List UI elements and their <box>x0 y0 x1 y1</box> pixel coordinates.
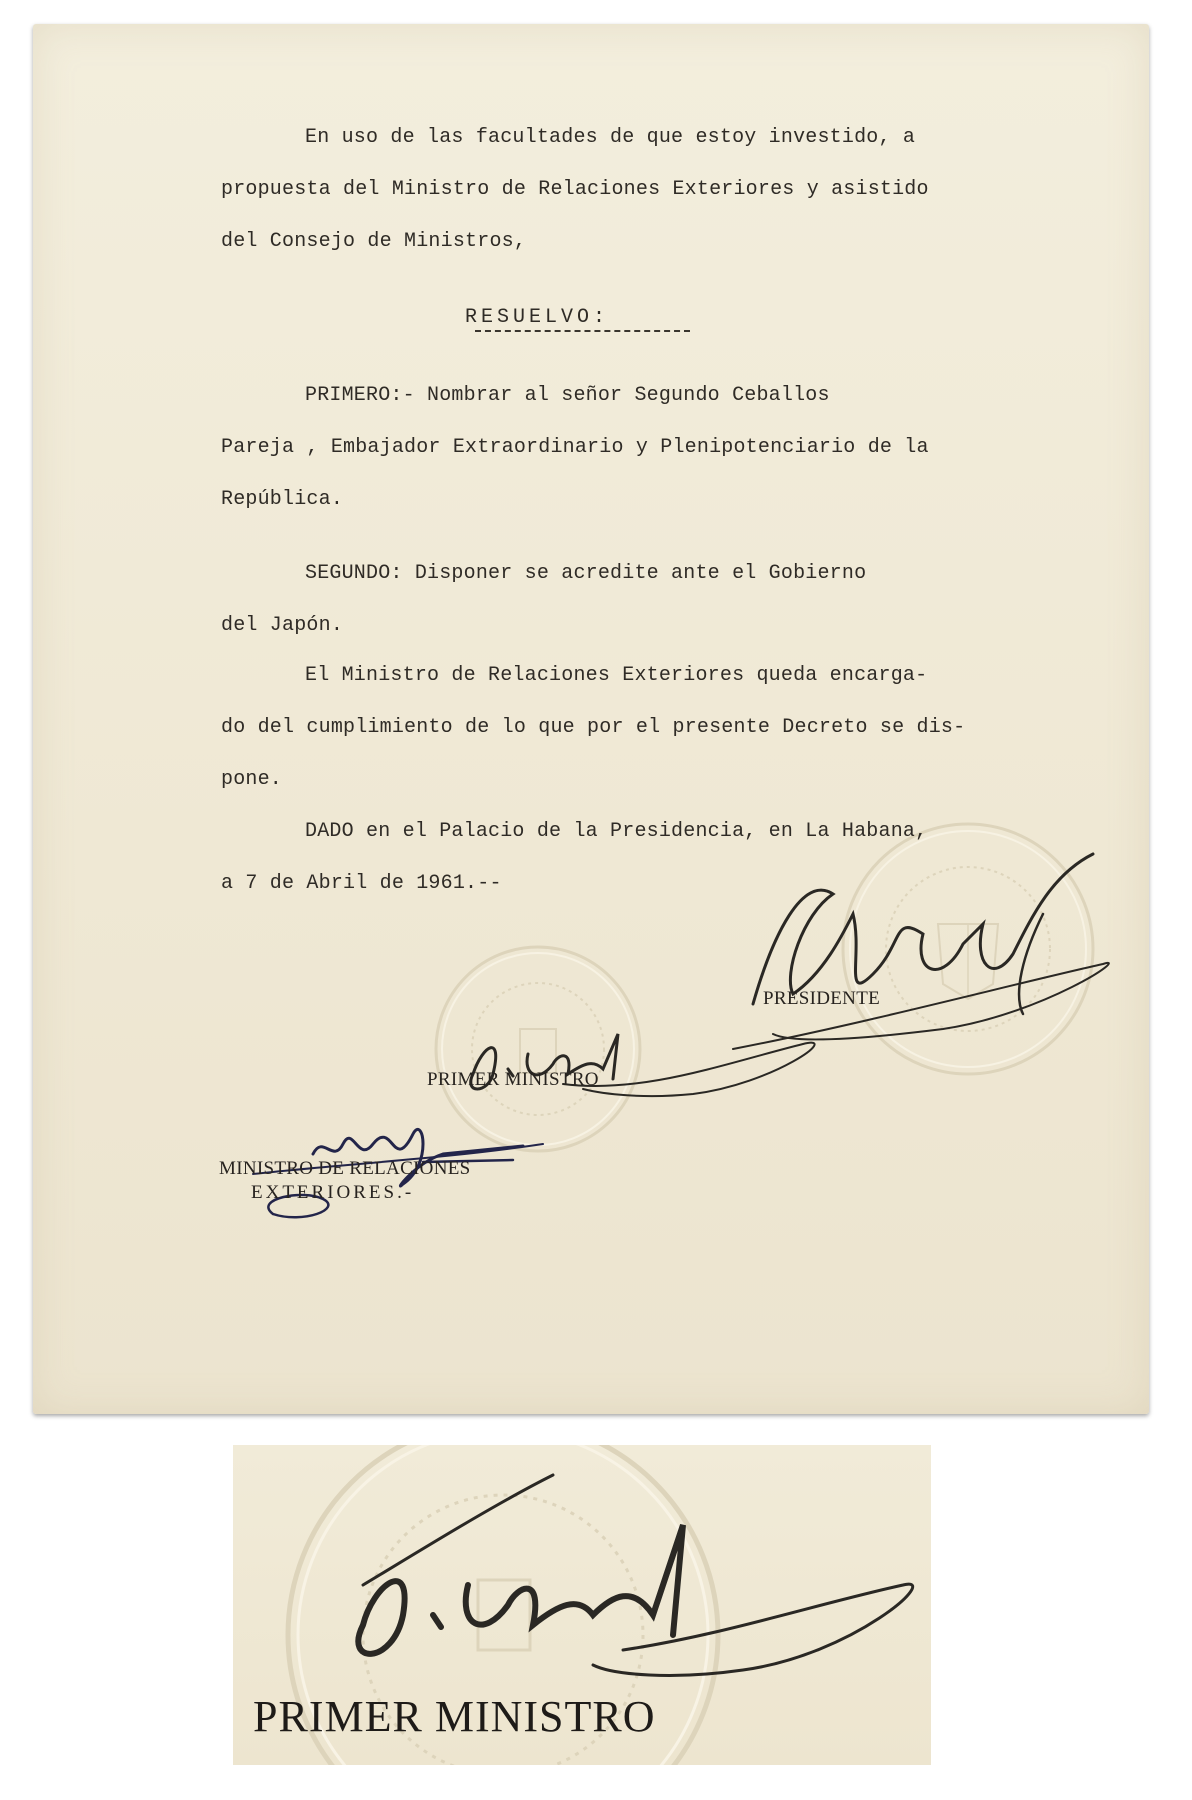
resuelvo-underline <box>475 330 690 332</box>
dado-line-1: DADO en el Palacio de la Presidencia, en La Habana, <box>305 820 928 843</box>
dado-line-2: a 7 de Abril de 1961.-- <box>221 872 502 895</box>
preamble-line-3: del Consejo de Ministros, <box>221 230 527 253</box>
encargo-line-1: El Ministro de Relaciones Exteriores queda encarga- <box>305 664 928 687</box>
segundo-line-1: SEGUNDO: Disponer se acredite ante el Gobierno <box>305 562 867 585</box>
detail-signature <box>293 1465 931 1705</box>
presidente-label: PRESIDENTE <box>763 988 880 1009</box>
primero-line-1: PRIMERO:- Nombrar al señor Segundo Ceballos <box>305 384 830 407</box>
primero-line-2: Pareja , Embajador Extraordinario y Plenipotenciario de la <box>221 436 929 459</box>
preamble-line-2: propuesta del Ministro de Relaciones Exteriores y asistido <box>221 178 929 201</box>
decree-document <box>33 24 1149 1414</box>
primer-ministro-label: PRIMER MINISTRO <box>427 1069 599 1090</box>
segundo-line-2: del Japón. <box>221 614 344 637</box>
signature-detail-inset <box>233 1445 931 1765</box>
encargo-line-2: do del cumplimiento de lo que por el presente Decreto se dis- <box>221 716 966 739</box>
detail-primer-ministro-label: PRIMER MINISTRO <box>253 1692 656 1741</box>
resuelvo-heading: RESUELVO: <box>465 306 610 329</box>
encargo-line-3: pone. <box>221 768 283 791</box>
preamble-line-1: En uso de las facultades de que estoy investido, a <box>305 126 916 149</box>
ministro-label-line-2: EXTERIORES.- <box>251 1182 415 1203</box>
primero-line-3: República. <box>221 488 344 511</box>
ministro-label-line-1: MINISTRO DE RELACIONES <box>219 1158 471 1179</box>
